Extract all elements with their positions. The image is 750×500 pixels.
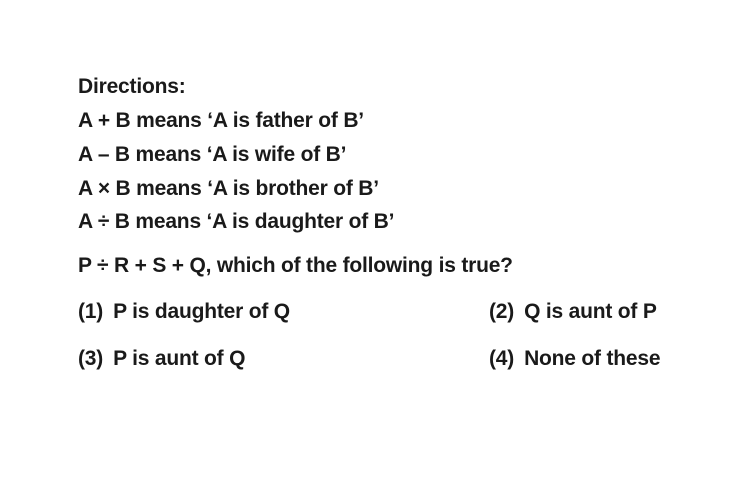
rule-father: A + B means ‘A is father of B’	[78, 109, 364, 132]
option-3	[78, 347, 245, 371]
rule-brother: A × B means ‘A is brother of B’	[78, 177, 379, 200]
rule-wife: A – B means ‘A is wife of B’	[78, 143, 347, 166]
option-number: (2)	[489, 300, 515, 323]
option-text: Q is aunt of P	[524, 300, 657, 323]
option-text: P is aunt of Q	[113, 347, 246, 370]
option-4	[489, 347, 660, 371]
option-text: None of these	[524, 347, 661, 370]
directions-heading: Directions:	[78, 75, 186, 98]
option-number: (3)	[78, 347, 104, 370]
option-2	[489, 300, 657, 324]
option-number: (4)	[489, 347, 515, 370]
question-text: P ÷ R + S + Q, which of the following is true?	[78, 254, 513, 277]
option-text: P is daughter of Q	[113, 300, 290, 323]
rule-daughter: A ÷ B means ‘A is daughter of B’	[78, 210, 395, 233]
option-number: (1)	[78, 300, 104, 323]
option-1	[78, 300, 290, 324]
